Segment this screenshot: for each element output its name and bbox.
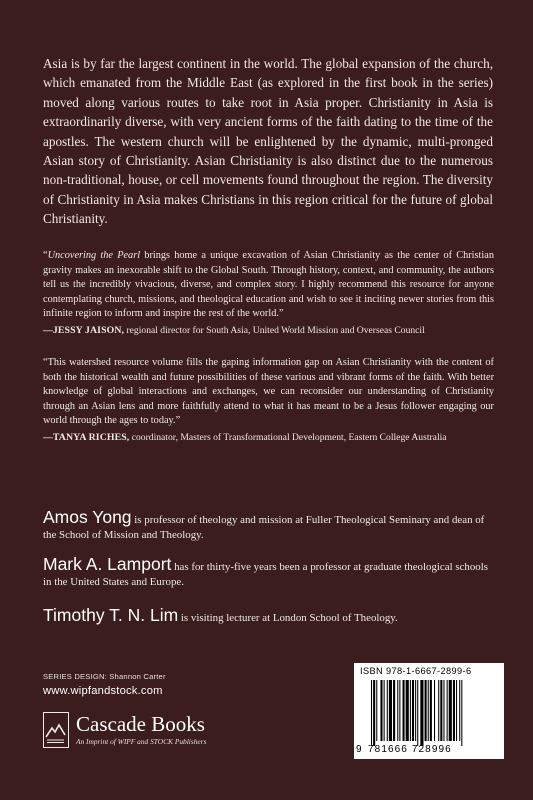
barcode-bar (373, 680, 375, 746)
barcode-bar (440, 680, 442, 741)
barcode-bar (438, 680, 439, 741)
endorser-name: —TANYA RICHES, (43, 431, 130, 443)
barcode-bar (384, 680, 385, 741)
barcode-bar (447, 680, 448, 741)
endorsement-quote: “Uncovering the Pearl brings home a unique excavation of Asian Christianity as the center of Christian gravity makes an inexorable shift to the Global South. Through history, context, and community, the authors tell us the incredibly vivacious, diverse, and complex story. I highly recommend this resource for anyone contemplating church, missions, and theological education and wish to see it inciting newer stories from this infinite region to inform and inspire the rest of the world.” (43, 250, 494, 320)
author-bio-text: has for thirty-five years been a professor at graduate theological schools in the United States and Europe. (43, 561, 489, 589)
cascade-mountains-icon (43, 712, 69, 748)
barcode-bar (371, 680, 372, 746)
author-bio-mark-lamport (43, 554, 494, 591)
barcode-bar (434, 680, 435, 741)
barcode-bar (403, 680, 405, 741)
endorsement-quote: “This watershed resource volume fills the gaping information gap on Asian Christianity with the content of both the historical wealth and future possibilities of these various and vibrant forms of the faith. With better knowledge of global interactions and exchanges, we can reconsider our understanding of Christianity through an Asian lens and more faithfully attend to what it has meant to be a Jesus follower engaging our world through the ages to today.” (43, 357, 494, 427)
barcode-bar (430, 680, 432, 741)
publisher-tagline: An Imprint of WIPF and STOCK Publishers (76, 737, 207, 746)
author-name: Timothy T. N. Lim (43, 605, 179, 625)
endorser-role: coordinator, Masters of Transformational Development, Eastern College Australia (129, 431, 447, 443)
barcode-bar (410, 680, 411, 741)
author-bio-text: is professor of theology and mission at Fuller Theological Seminary and dean of the School of Mission and Theology. (43, 514, 485, 542)
author-bio-text: is visiting lecturer at London School of Theology. (178, 612, 398, 624)
barcode-bars (359, 680, 499, 746)
endorser-name: —JESSY JAISON, (43, 324, 125, 336)
barcode-bar (449, 680, 452, 741)
barcode-bar (380, 680, 382, 741)
barcode-bar (443, 680, 444, 741)
author-name: Amos Yong (43, 507, 132, 527)
publisher-logo (43, 710, 243, 750)
isbn-barcode: ISBN 978-1-6667-2899-6 9 781666 728996 (354, 663, 504, 759)
author-bio-amos-yong (43, 507, 494, 544)
barcode-bar (387, 680, 388, 741)
author-bio-timothy-lim (43, 605, 494, 626)
barcode-bar (399, 680, 400, 741)
book-title-italic: Uncovering the Pearl (47, 250, 141, 261)
barcode-bar (453, 680, 455, 741)
barcode-bar (417, 680, 418, 746)
barcode-bar (412, 680, 414, 741)
series-design-credit: SERIES DESIGN: Shannon Carter (43, 672, 166, 681)
endorsement-1 (43, 249, 494, 339)
barcode-bar (393, 680, 395, 741)
barcode-bar (376, 680, 377, 741)
book-blurb: Asia is by far the largest continent in the world. The global expansion of the church, which emanated from the Middle East (as explored in the first book in the series) moved along various routes to take root in Asia proper. Christianity in Asia is extraordinarily diverse, with very ancient forms of the faith dating to the time of the apostles. The western church will be enlightened by the dynamic, multi-pronged Asian story of Christianity. Asian Christianity is also distinct due to the numerous non-traditional, house, or cell movements found throughout the region. The diversity of Christianity in Asia makes Christians in this region critical for the future of global Christianity. (43, 56, 493, 227)
barcode-bar (397, 680, 398, 741)
mountains-icon (44, 713, 67, 746)
publisher-name: Cascade Books (76, 712, 205, 736)
barcode-bar (425, 680, 427, 741)
barcode-bar (415, 680, 416, 741)
endorsement-2 (43, 356, 494, 446)
barcode-bar (428, 680, 429, 741)
publisher-website: www.wipfandstock.com (43, 685, 163, 697)
barcode-bar (456, 680, 457, 741)
barcode-bar (406, 680, 409, 741)
endorsement-attribution (43, 431, 494, 446)
isbn-label: ISBN 978-1-6667-2899-6 (360, 666, 472, 676)
barcode-bar (461, 680, 462, 746)
endorser-role: regional director for South Asia, United World Mission and Overseas Council (124, 324, 425, 336)
endorsement-attribution (43, 324, 494, 339)
author-name: Mark A. Lamport (43, 554, 172, 574)
barcode-bar (459, 680, 460, 741)
barcode-bar (420, 680, 423, 746)
barcode-bar (389, 680, 392, 741)
